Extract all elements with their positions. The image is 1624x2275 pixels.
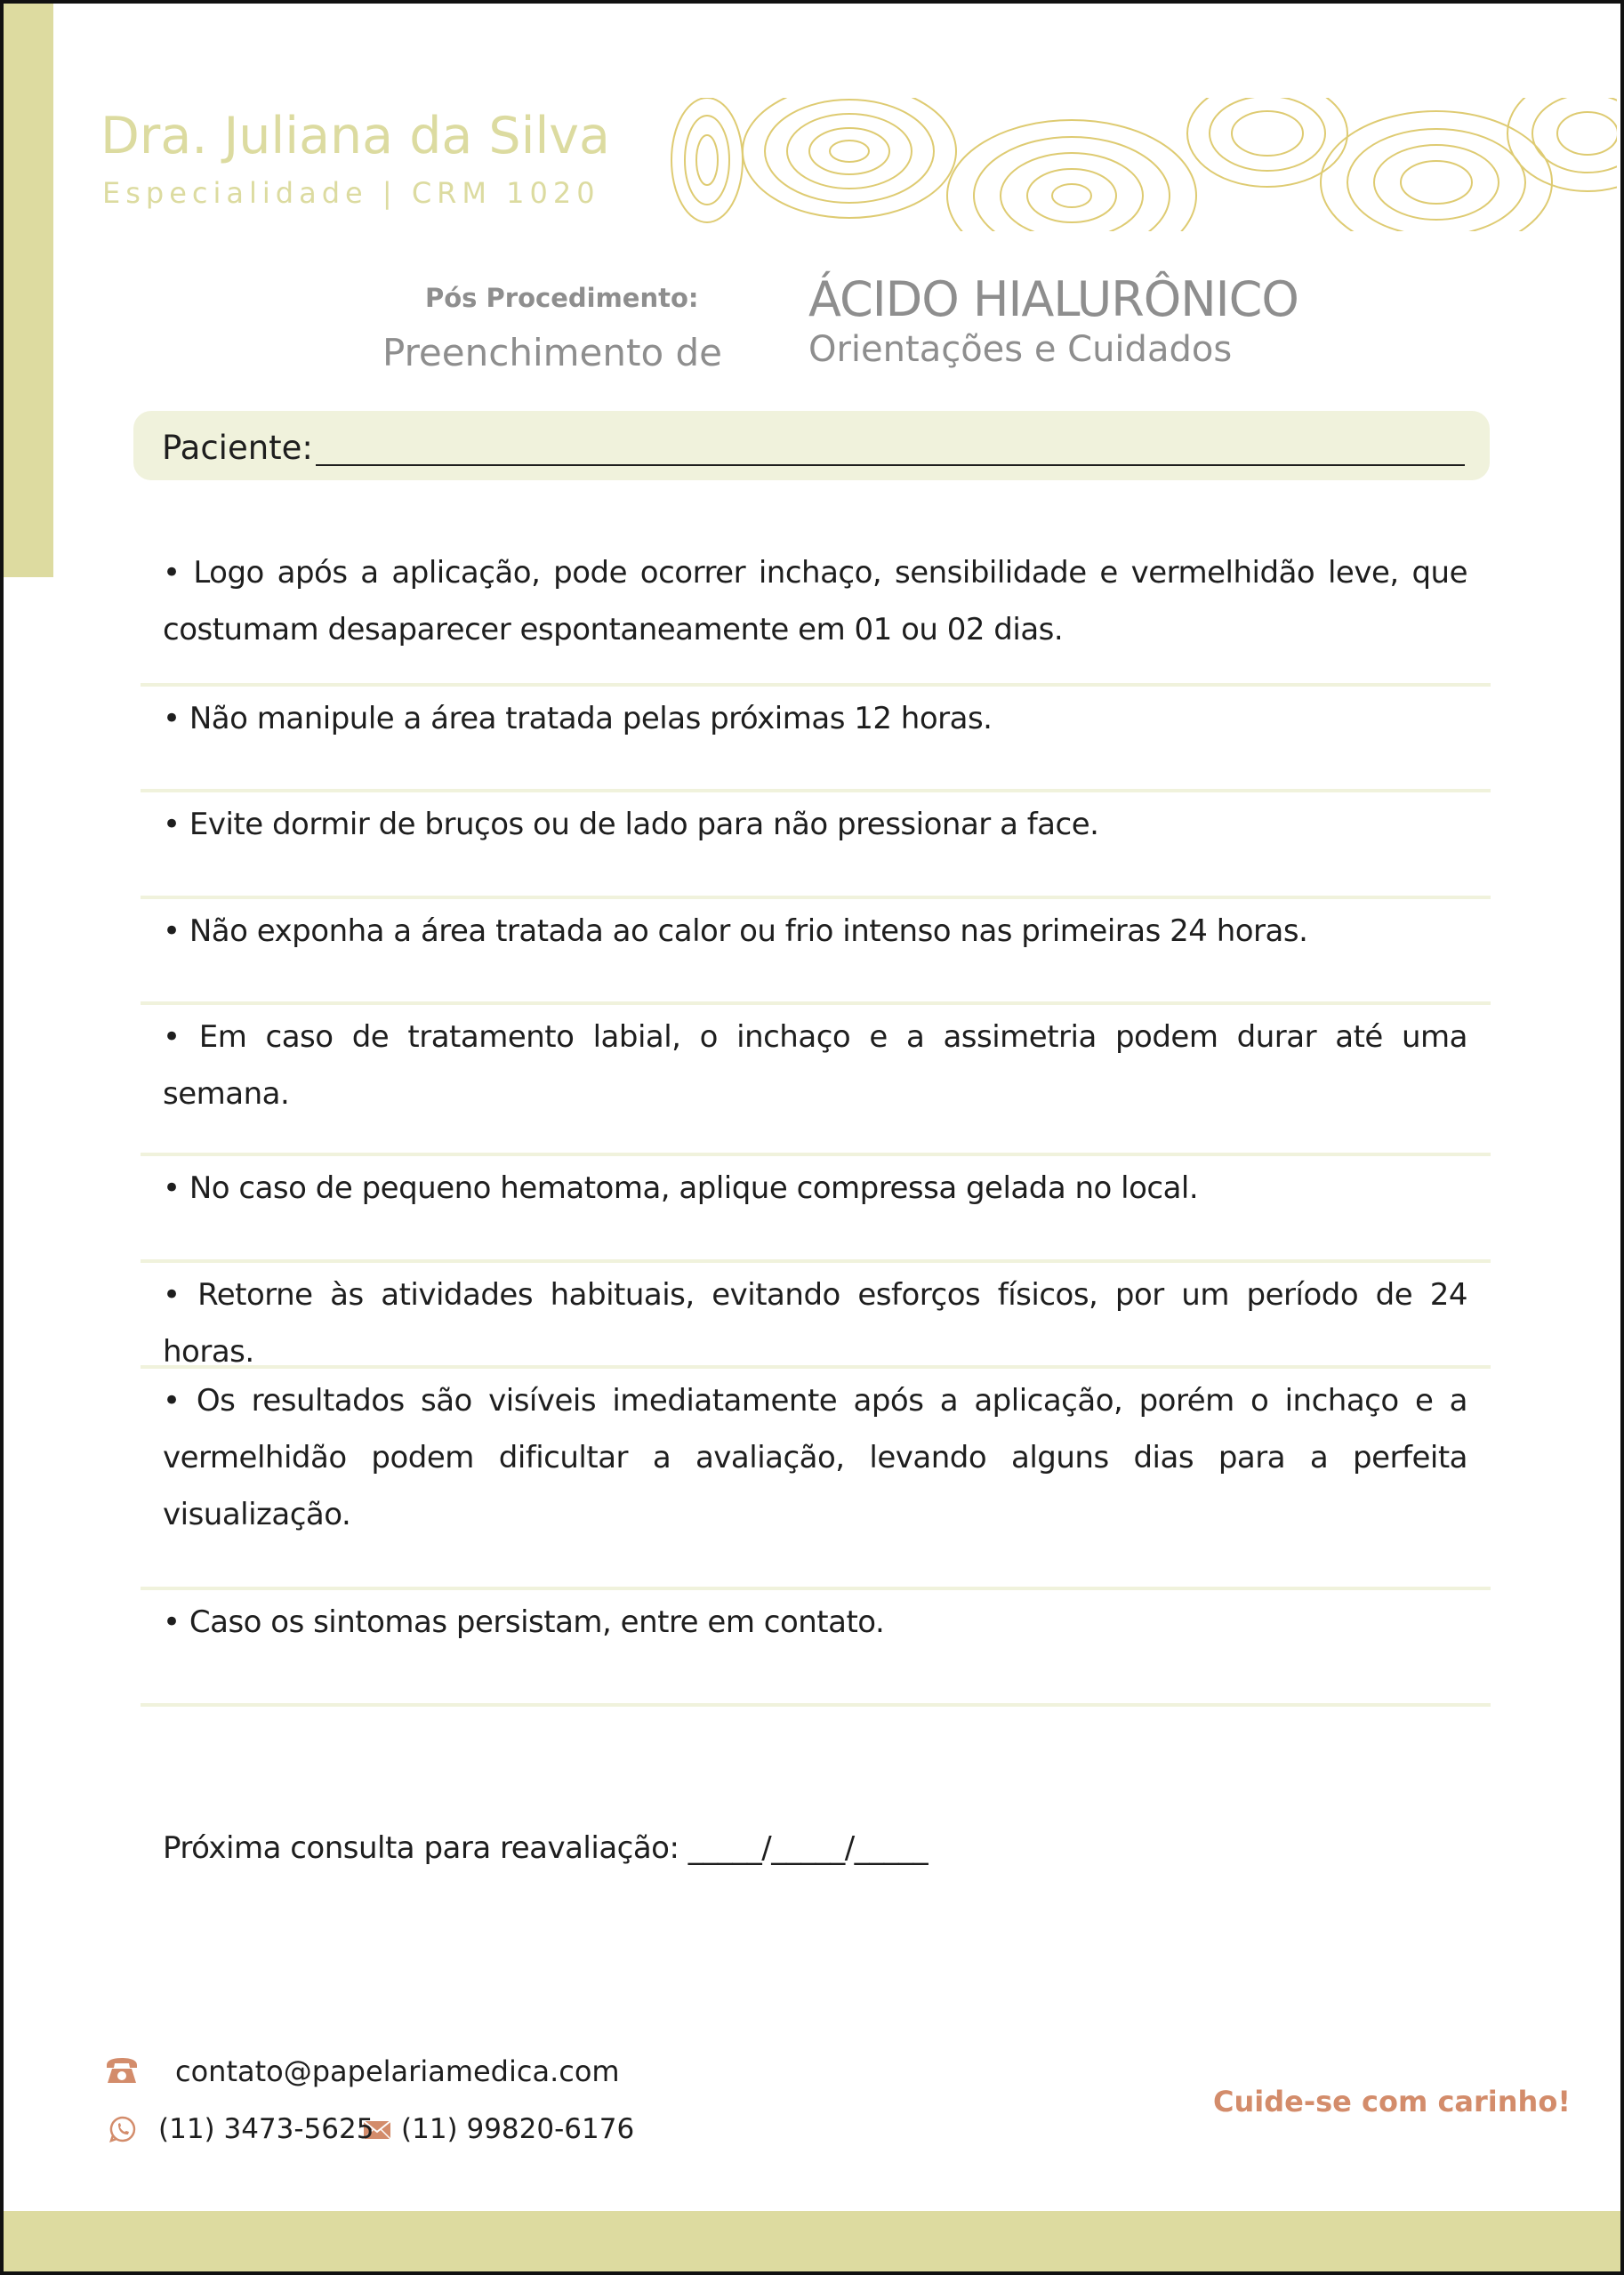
list-item (141, 687, 1491, 792)
next-appointment: Próxima consulta para reavaliação: _____/_____/_____ (163, 1830, 929, 1866)
contact-phone[interactable]: (11) 3473-5625 (158, 2113, 374, 2145)
list-item (141, 899, 1491, 1005)
procedure-prefix: Preenchimento de (382, 331, 722, 374)
patient-label: Paciente: (162, 429, 313, 467)
list-item (141, 792, 1491, 899)
list-item (141, 1590, 1491, 1707)
instructions-list (141, 541, 1491, 1707)
instruction-text: • Não manipule a área tratada pelas próximas 12 horas. (163, 701, 993, 736)
list-item (141, 541, 1491, 687)
patient-field (133, 411, 1490, 480)
instruction-text: • Não exponha a área tratada ao calor ou frio intenso nas primeiras 24 horas. (163, 913, 1308, 949)
tagline: Cuide-se com carinho! (1213, 2085, 1571, 2118)
list-item (141, 1263, 1491, 1369)
contact-email[interactable]: contato@papelariamedica.com (175, 2054, 620, 2088)
bottom-accent-bar (4, 2211, 1620, 2271)
whatsapp-icon (109, 2115, 137, 2143)
phone-icon (105, 2056, 139, 2085)
contact-mobile[interactable]: (11) 99820-6176 (401, 2113, 635, 2145)
instruction-text: • Logo após a aplicação, pode ocorrer inchaço, sensibilidade e vermelhidão leve, que costumam desaparecer espontaneamente em 01 ou 02 dias. (163, 555, 1467, 647)
patient-name-line[interactable] (316, 464, 1465, 466)
pos-procedimento-label: Pós Procedimento: (425, 283, 699, 313)
instruction-text: • Em caso de tratamento labial, o inchaço e a assimetria podem durar até uma semana. (163, 1019, 1467, 1112)
doctor-name: Dra. Juliana da Silva (100, 107, 610, 165)
doctor-subtitle: Especialidade | CRM 1020 (102, 176, 600, 210)
document-subtitle: Orientações e Cuidados (808, 329, 1233, 370)
instruction-text: • No caso de pequeno hematoma, aplique compressa gelada no local. (163, 1170, 1199, 1206)
list-item (141, 1156, 1491, 1263)
procedure-name: ÁCIDO HIALURÔNICO (808, 271, 1298, 327)
instruction-text: • Retorne às atividades habituais, evitando esforços físicos, por um período de 24 horas. (163, 1277, 1467, 1370)
instruction-text: • Caso os sintomas persistam, entre em contato. (163, 1604, 885, 1640)
instruction-text: • Evite dormir de bruços ou de lado para não pressionar a face. (163, 807, 1099, 842)
topographic-pattern (654, 98, 1617, 231)
instruction-text: • Os resultados são visíveis imediatamente após a aplicação, porém o inchaço e a vermelhidão podem dificultar a avaliação, levando alguns dias para a perfeita visualização. (163, 1383, 1467, 1532)
list-item (141, 1369, 1491, 1590)
left-accent-bar (4, 4, 53, 577)
list-item (141, 1005, 1491, 1156)
